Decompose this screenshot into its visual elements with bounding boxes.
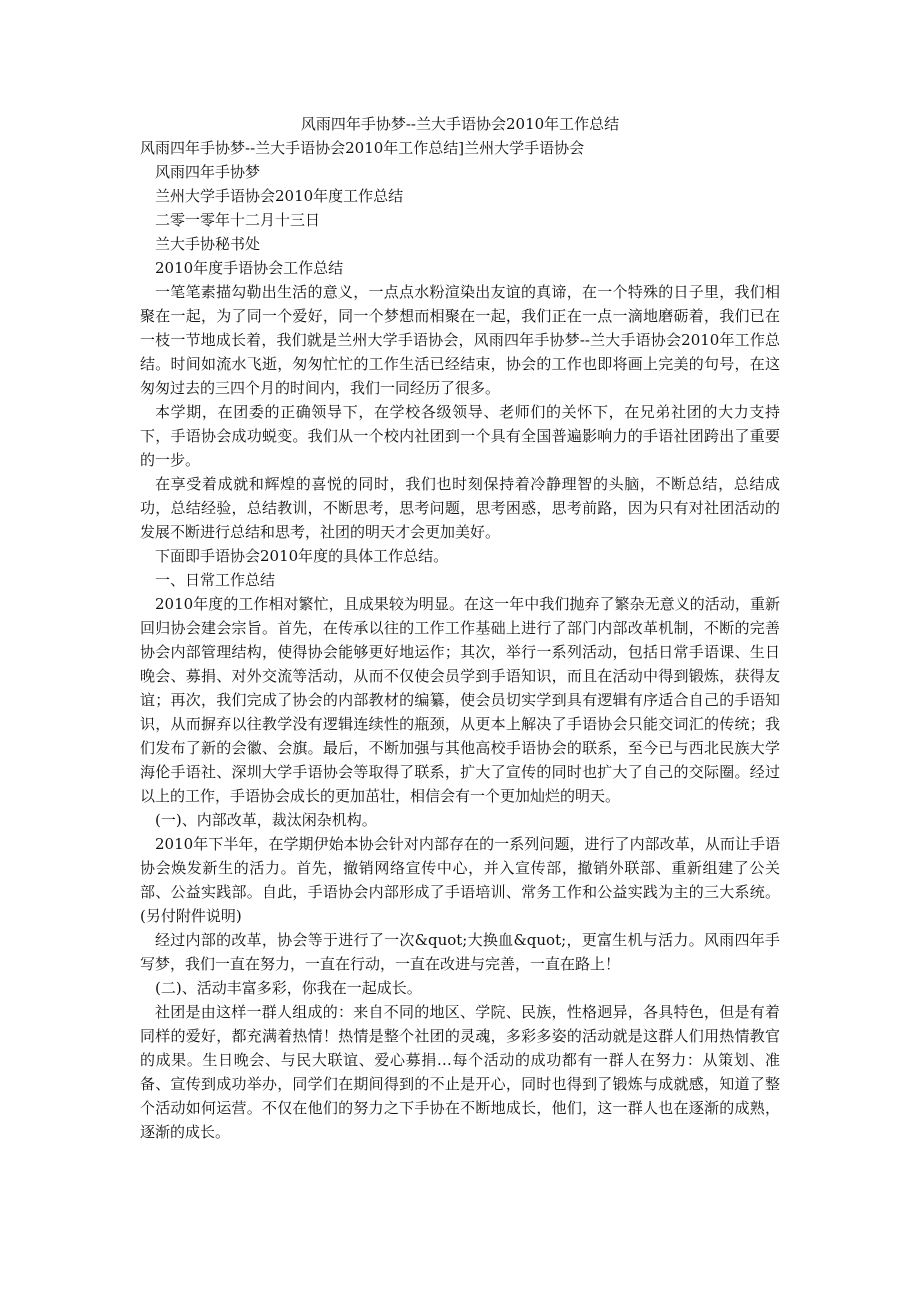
body-paragraph: 经过内部的改革，协会等于进行了一次&quot;大换血&quot;，更富生机与活力。风雨四年手写梦，我们一直在努力，一直在行动，一直在改进与完善，一直在路上！ — [140, 931, 780, 973]
section-heading: 一、日常工作总结 — [155, 571, 276, 589]
document-title: 风雨四年手协梦--兰大手语协会2010年工作总结 — [300, 115, 620, 133]
body-paragraph: 下面即手语协会2010年度的具体工作总结。 — [155, 547, 449, 565]
body-paragraph: 社团是由这样一群人组成的：来自不同的地区、学院、民族，性格迥异，各具特色，但是有着同样的爱好，都充满着热情！热情是整个社团的灵魂，多彩多姿的活动就是这群人们用热情教官的成果。生日晚会、与民大联谊、爱心募捐…每个活动的成功都有一群人在努力：从策划、准备、宣传到成功举办，同学们在期间得到的不止是开心，同时也得到了锻炼与成就感，知道了整个活动如何运营。不仅在他们的努力之下手协在不断地成长，他们，这一群人也在逐渐的成熟，逐渐的成长。 — [140, 1003, 780, 1141]
body-paragraph: 在享受着成就和辉煌的喜悦的同时，我们也时刻保持着冷静理智的头脑，不断总结，总结成功，总结经验，总结教训，不断思考，思考问题，思考困惑，思考前路，因为只有对社团活动的发展不断进行总结和思考，社团的明天才会更加美好。 — [140, 475, 780, 541]
header-line: 兰州大学手语协会2010年度工作总结 — [155, 187, 404, 205]
body-paragraph: 本学期，在团委的正确领导下，在学校各级领导、老师们的关怀下，在兄弟社团的大力支持下，手语协会成功蜕变。我们从一个校内社团到一个具有全国普遍影响力的手语社团跨出了重要的一步。 — [140, 403, 780, 469]
body-paragraph: 2010年下半年，在学期伊始本协会针对内部存在的一系列问题，进行了内部改革，从而让手语协会焕发新生的活力。首先，撤销网络宣传中心，并入宣传部，撤销外联部、重新组建了公关部、公益实践部。自此，手语协会内部形成了手语培训、常务工作和公益实践为主的三大系统。(另付附件说明) — [140, 835, 780, 925]
document-subtitle: 风雨四年手协梦--兰大手语协会2010年工作总结]兰州大学手语协会 — [140, 139, 585, 157]
subsection-heading: (一)、内部改革，裁汰闲杂机构。 — [155, 811, 377, 829]
header-line: 风雨四年手协梦 — [155, 163, 261, 181]
header-line: 2010年度手语协会工作总结 — [155, 259, 344, 277]
subsection-heading: (二)、活动丰富多彩，你我在一起成长。 — [155, 979, 422, 997]
body-paragraph: 2010年度的工作相对繁忙，且成果较为明显。在这一年中我们抛弃了繁杂无意义的活动，重新回归协会建会宗旨。首先，在传承以往的工作工作基础上进行了部门内部改革机制，不断的完善协会内部管理结构，使得协会能够更好地运作；其次，举行一系列活动，包括日常手语课、生日晚会、募捐、对外交流等活动，从而不仅使会员学到手语知识，而且在活动中得到锻炼，获得友谊；再次，我们完成了协会的内部教材的编纂，使会员切实学到具有逻辑有序适合自己的手语知识，从而摒弃以往教学没有逻辑连续性的瓶颈，从更本上解决了手语协会只能交词汇的传统；我们发布了新的会徽、会旗。最后，不断加强与其他高校手语协会的联系，至今已与西北民族大学海伦手语社、深圳大学手语协会等取得了联系，扩大了宣传的同时也扩大了自己的交际圈。经过以上的工作，手语协会成长的更加茁壮，相信会有一个更加灿烂的明天。 — [140, 595, 780, 805]
header-line: 兰大手协秘书处 — [155, 235, 261, 253]
body-paragraph: 一笔笔素描勾勒出生活的意义，一点点水粉渲染出友谊的真谛，在一个特殊的日子里，我们相聚在一起，为了同一个爱好，同一个梦想而相聚在一起，我们正在一点一滴地磨砺着，我们已在一枝一节地成长着，我们就是兰州大学手语协会，风雨四年手协梦--兰大手语协会2010年工作总结。时间如流水飞逝，匆匆忙忙的工作生活已经结束，协会的工作也即将画上完美的句号，在这匆匆过去的三四个月的时间内，我们一同经历了很多。 — [140, 283, 780, 397]
header-line: 二零一零年十二月十三日 — [155, 211, 321, 229]
